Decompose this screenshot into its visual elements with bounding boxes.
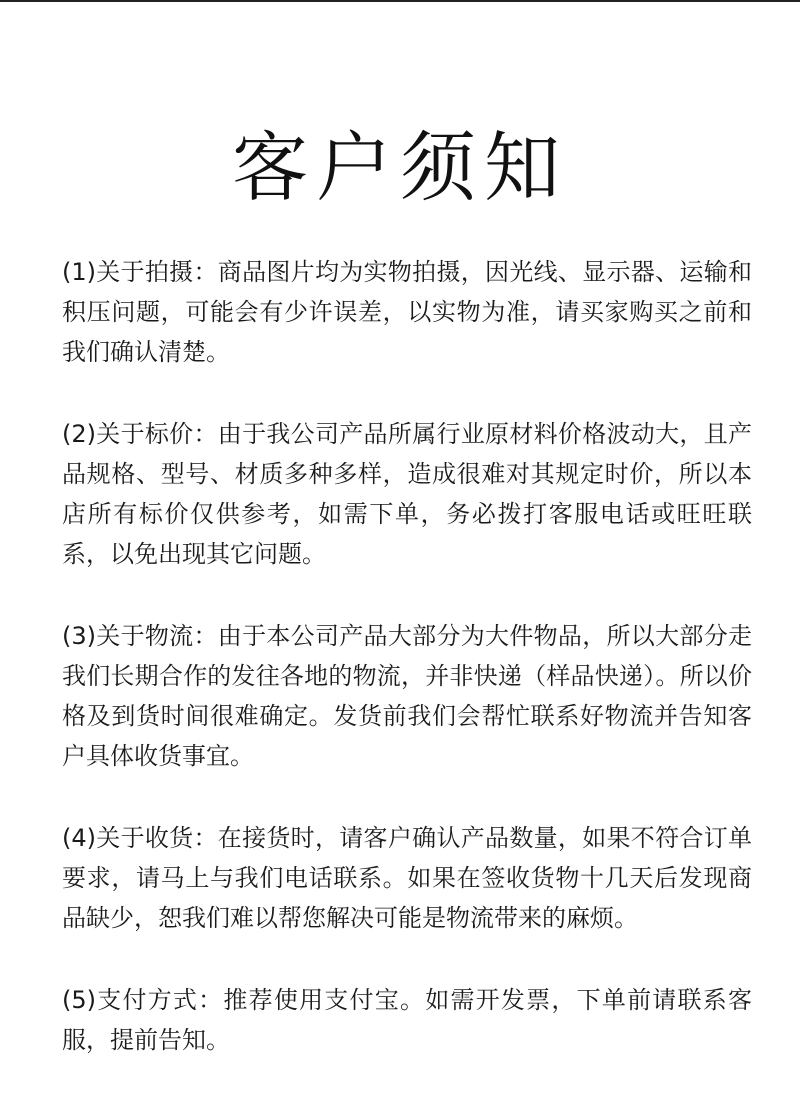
notice-item-photography: (1)关于拍摄：商品图片均为实物拍摄，因光线、显示器、运输和积压问题，可能会有少许误差，以实物为准，请买家购买之前和我们确认清楚。 (62, 258, 752, 366)
page-title: 客户须知 (232, 122, 568, 212)
notice-list (62, 252, 752, 1102)
notice-item-receiving: (4)关于收货：在接货时，请客户确认产品数量，如果不符合订单要求，请马上与我们电话联系。如果在签收货物十几天后发现商品缺少，恕我们难以帮您解决可能是物流带来的麻烦。 (62, 824, 752, 932)
notice-item-payment: (5)支付方式：推荐使用支付宝。如需开发票，下单前请联系客服，提前告知。 (62, 986, 752, 1054)
notice-item-logistics: (3)关于物流：由于本公司产品大部分为大件物品，所以大部分走我们长期合作的发往各地的物流，并非快递（样品快递）。所以价格及到货时间很难确定。发货前我们会帮忙联系好物流并告知客户具体收货事宜。 (62, 622, 752, 770)
top-divider (0, 0, 800, 2)
notice-item-pricing: (2)关于标价：由于我公司产品所属行业原材料价格波动大，且产品规格、型号、材质多种多样，造成很难对其规定时价，所以本店所有标价仅供参考，如需下单，务必拨打客服电话或旺旺联系，以免出现其它问题。 (62, 420, 752, 568)
